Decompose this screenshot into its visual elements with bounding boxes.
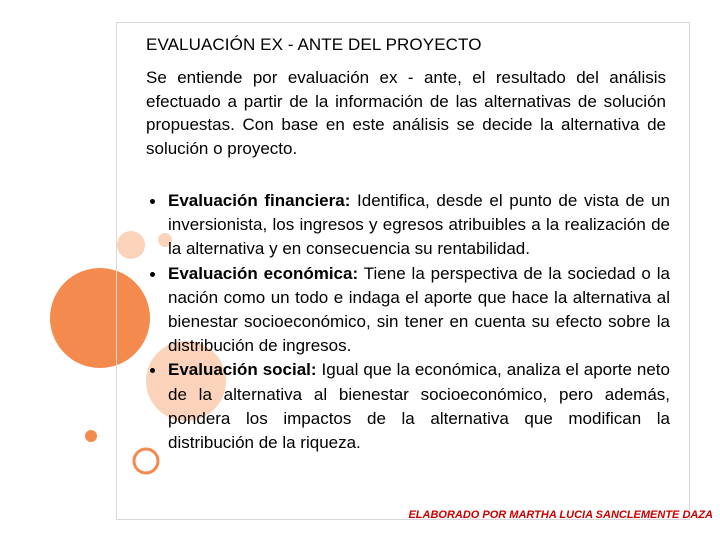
bullet-term: Evaluación social: xyxy=(168,360,317,380)
bullet-term: Evaluación financiera: xyxy=(168,191,351,210)
slide-title: EVALUACIÓN EX - ANTE DEL PROYECTO xyxy=(146,35,482,54)
bullet-dot-icon xyxy=(150,272,155,277)
author-footer: ELABORADO POR MARTHA LUCIA SANCLEMENTE DAZA xyxy=(408,509,713,521)
bullet-social xyxy=(150,358,670,455)
tiny-orange-dot xyxy=(85,430,97,442)
bullet-text: Identifica, desde el punto de vista de un inversionista, los ingresos y egresos atribuibles a la realización de la alternativa y en consecuencia su rentabilidad. xyxy=(168,191,670,259)
bullet-text: Tiene la perspectiva de la sociedad o la nación como un todo e indaga el aporte que hace la alternativa al bienestar socioeconómico, sin tener en cuenta su efecto sobre la distribución de ingresos. xyxy=(168,263,671,356)
bullet-economica xyxy=(150,262,670,359)
bullet-financiera xyxy=(150,189,670,262)
bullet-text: Igual que la económica, analiza el aporte neto de la alternativa al bienestar socioeconómico, pero además, pondera los impactos de la alternativa que modifican la distribución de la riqueza. xyxy=(168,360,670,453)
intro-paragraph: Se entiende por evaluación ex - ante, el resultado del análisis efectuado a partir de la información de las alternativas de solución propuestas. Con base en este análisis se decide la alternativa de solución o proyecto. xyxy=(146,68,666,158)
bullet-term: Evaluación económica: xyxy=(168,263,359,283)
bullet-list xyxy=(150,189,670,455)
bullet-dot-icon xyxy=(150,199,155,204)
bullet-dot-icon xyxy=(150,368,155,373)
